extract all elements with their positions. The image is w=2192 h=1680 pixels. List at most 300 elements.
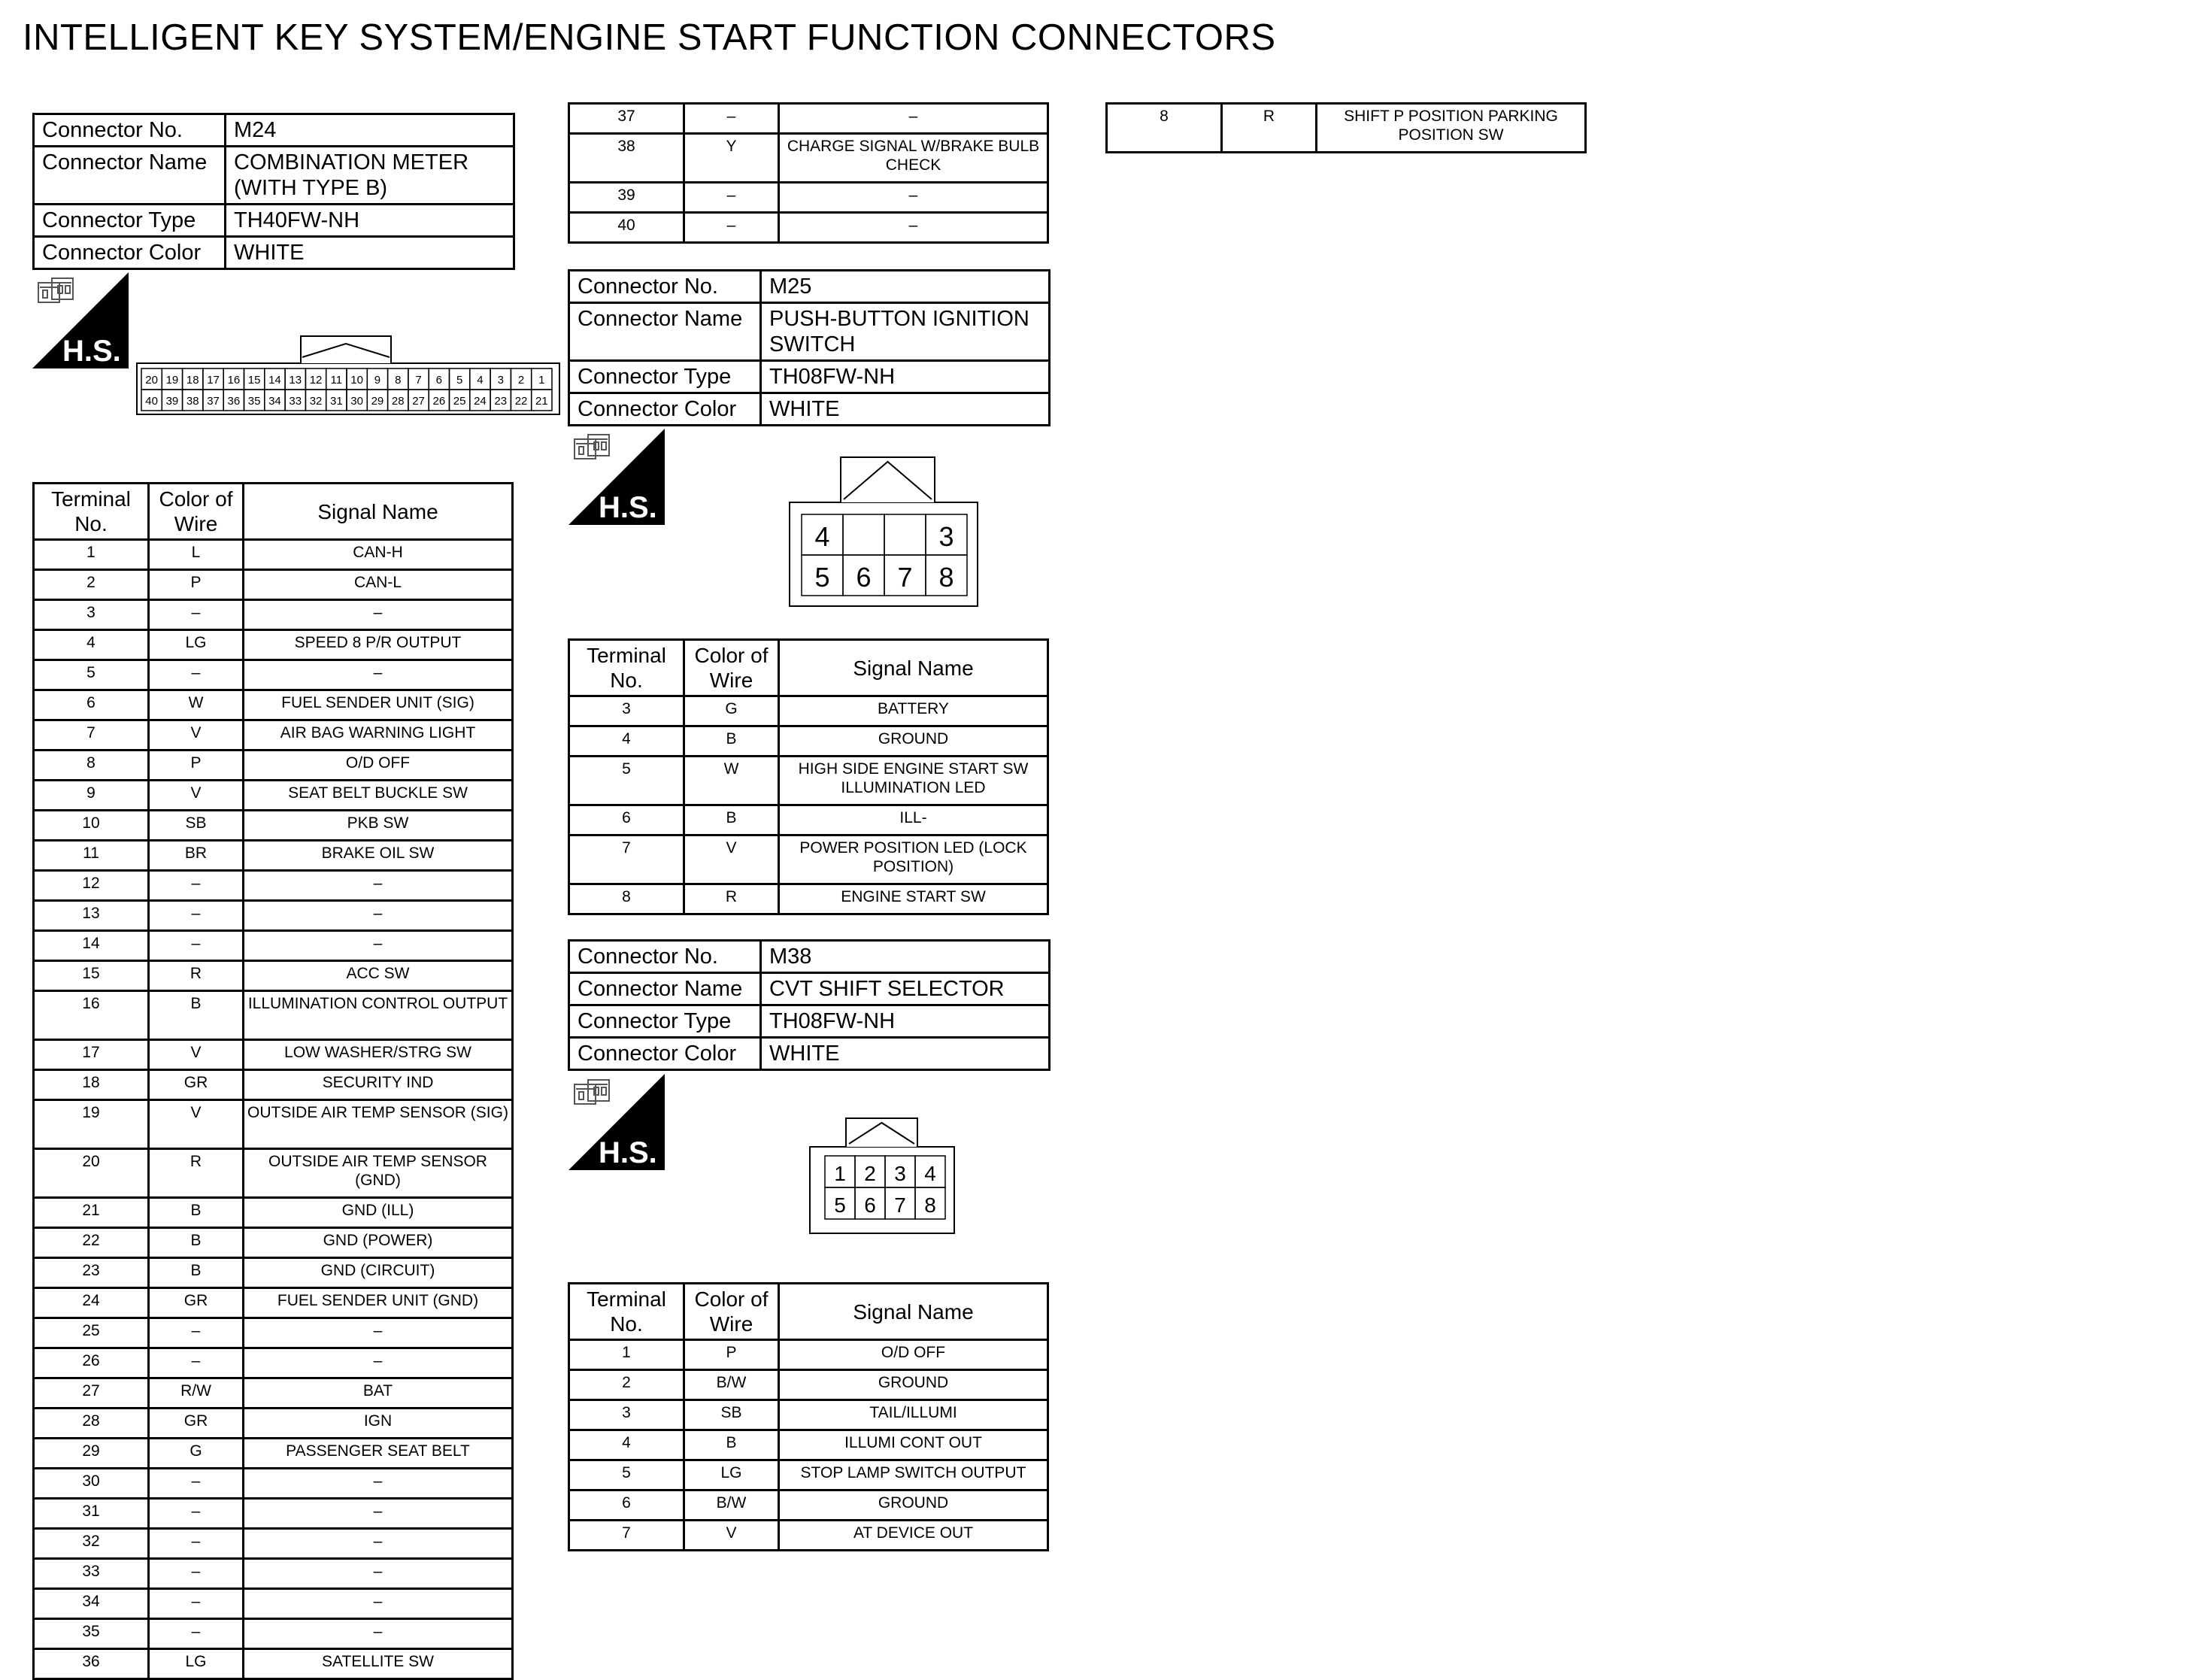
pin-label: 8 <box>938 562 954 593</box>
wire-color-cell: B <box>684 805 779 835</box>
table-row <box>34 1378 513 1409</box>
connector-diagram-m24 <box>135 335 564 417</box>
wire-color-cell: – <box>149 871 244 901</box>
table-row <box>34 600 513 630</box>
terminal-table-m24 <box>32 482 514 1680</box>
wire-color-cell: V <box>684 1521 779 1551</box>
table-row <box>34 1149 513 1198</box>
terminal-no-cell: 4 <box>569 726 684 757</box>
label-connector-color: Connector Color <box>34 237 226 269</box>
connector-name-value: PUSH-BUTTON IGNITION SWITCH <box>761 303 1050 361</box>
terminal-table-m38-continued <box>1105 102 1587 153</box>
signal-name-cell: AIR BAG WARNING LIGHT <box>244 720 513 751</box>
terminal-no-cell: 29 <box>34 1439 149 1469</box>
connector-diagram-m38 <box>808 1117 959 1237</box>
terminal-no-cell: 12 <box>34 871 149 901</box>
wire-color-cell: R/W <box>149 1378 244 1409</box>
terminal-no-cell: 9 <box>34 781 149 811</box>
pin-label: 29 <box>371 395 384 408</box>
wire-color-cell: B/W <box>684 1490 779 1521</box>
wire-color-cell: B <box>684 726 779 757</box>
table-row <box>34 1529 513 1559</box>
terminal-no-cell: 37 <box>569 104 684 134</box>
terminal-no-cell: 5 <box>569 1460 684 1490</box>
wire-color-cell: B <box>149 991 244 1040</box>
signal-name-cell: SATELLITE SW <box>244 1649 513 1679</box>
pin-label: 17 <box>207 374 220 387</box>
signal-name-cell: – <box>244 1348 513 1378</box>
wire-color-cell: – <box>149 1529 244 1559</box>
table-row <box>34 1288 513 1318</box>
wire-color-cell: – <box>149 1469 244 1499</box>
table-row <box>34 1318 513 1348</box>
wire-color-cell: LG <box>684 1460 779 1490</box>
pin-label: 11 <box>330 374 343 387</box>
terminal-no-cell: 1 <box>569 1340 684 1370</box>
table-row <box>569 835 1048 884</box>
terminal-no-cell: 1 <box>34 540 149 570</box>
wire-color-cell: P <box>149 570 244 600</box>
signal-name-cell: – <box>779 104 1048 134</box>
signal-name-cell: ILLUMI CONT OUT <box>779 1430 1048 1460</box>
signal-name-cell: O/D OFF <box>244 751 513 781</box>
terminal-no-cell: 3 <box>34 600 149 630</box>
label-connector-type: Connector Type <box>569 361 761 393</box>
terminal-no-cell: 7 <box>34 720 149 751</box>
signal-name-cell: – <box>244 660 513 690</box>
pin-label: 7 <box>897 562 913 593</box>
wire-color-cell: R <box>149 961 244 991</box>
wire-color-cell: V <box>149 781 244 811</box>
label-connector-color: Connector Color <box>569 393 761 426</box>
wire-color-cell: – <box>149 1499 244 1529</box>
table-row <box>34 1348 513 1378</box>
terminal-no-cell: 10 <box>34 811 149 841</box>
signal-name-cell: – <box>244 600 513 630</box>
signal-name-cell: BRAKE OIL SW <box>244 841 513 871</box>
table-row <box>34 931 513 961</box>
terminal-no-cell: 35 <box>34 1619 149 1649</box>
wire-color-cell: P <box>684 1340 779 1370</box>
label-connector-name: Connector Name <box>34 147 226 205</box>
pin-label: 36 <box>227 395 241 408</box>
wire-color-cell: B/W <box>684 1370 779 1400</box>
terminal-no-cell: 8 <box>34 751 149 781</box>
label-connector-type: Connector Type <box>34 205 226 237</box>
pin-label: 7 <box>415 374 422 387</box>
svg-text:H.S.: H.S. <box>62 335 121 368</box>
terminal-no-cell: 24 <box>34 1288 149 1318</box>
signal-name-cell: CHARGE SIGNAL W/BRAKE BULB CHECK <box>779 134 1048 183</box>
table-row <box>34 1070 513 1100</box>
pin-label: 3 <box>938 521 954 553</box>
pin-label: 7 <box>894 1193 906 1217</box>
terminal-no-cell: 14 <box>34 931 149 961</box>
signal-name-cell: GND (CIRCUIT) <box>244 1258 513 1288</box>
pin-label: 30 <box>350 395 363 408</box>
connector-info-m24 <box>32 113 515 270</box>
terminal-no-cell: 8 <box>1107 104 1222 153</box>
table-row <box>1107 104 1586 153</box>
signal-name-cell: OUTSIDE AIR TEMP SENSOR (SIG) <box>244 1100 513 1149</box>
connector-no-value: M25 <box>761 271 1050 303</box>
signal-name-cell: – <box>779 213 1048 243</box>
terminal-no-cell: 4 <box>569 1430 684 1460</box>
label-connector-color: Connector Color <box>569 1038 761 1070</box>
signal-name-cell: BAT <box>244 1378 513 1409</box>
terminal-no-cell: 27 <box>34 1378 149 1409</box>
pin-label: 12 <box>309 374 323 387</box>
pin-label: 4 <box>814 521 830 553</box>
pin-label: 6 <box>856 562 872 593</box>
wire-color-cell: BR <box>149 841 244 871</box>
table-row <box>569 884 1048 914</box>
terminal-no-cell: 7 <box>569 1521 684 1551</box>
header-terminal-no: Terminal No. <box>34 484 149 540</box>
terminal-no-cell: 8 <box>569 884 684 914</box>
terminal-no-cell: 38 <box>569 134 684 183</box>
signal-name-cell: FUEL SENDER UNIT (SIG) <box>244 690 513 720</box>
signal-name-cell: – <box>244 871 513 901</box>
table-row <box>34 1258 513 1288</box>
terminal-no-cell: 21 <box>34 1198 149 1228</box>
pin-label: 5 <box>814 562 830 593</box>
terminal-no-cell: 2 <box>34 570 149 600</box>
signal-name-cell: CAN-H <box>244 540 513 570</box>
signal-name-cell: FUEL SENDER UNIT (GND) <box>244 1288 513 1318</box>
terminal-no-cell: 6 <box>569 1490 684 1521</box>
connector-name-value: COMBINATION METER (WITH TYPE B) <box>226 147 514 205</box>
hs-logo-icon <box>568 1074 666 1172</box>
wire-color-cell: – <box>684 183 779 213</box>
table-row <box>569 1521 1048 1551</box>
table-row <box>34 570 513 600</box>
signal-name-cell: OUTSIDE AIR TEMP SENSOR (GND) <box>244 1149 513 1198</box>
table-row <box>34 901 513 931</box>
signal-name-cell: SHIFT P POSITION PARKING POSITION SW <box>1317 104 1586 153</box>
label-connector-name: Connector Name <box>569 973 761 1005</box>
pin-label: 27 <box>412 395 425 408</box>
connector-type-value: TH08FW-NH <box>761 1005 1050 1038</box>
wire-color-cell: G <box>149 1439 244 1469</box>
connector-no-value: M38 <box>761 941 1050 973</box>
table-row <box>34 540 513 570</box>
wire-color-cell: – <box>149 931 244 961</box>
terminal-no-cell: 3 <box>569 1400 684 1430</box>
terminal-table-m24-continued <box>568 102 1049 244</box>
connector-housing <box>810 1147 954 1233</box>
signal-name-cell: AT DEVICE OUT <box>779 1521 1048 1551</box>
table-row <box>569 726 1048 757</box>
wire-color-cell: – <box>149 1348 244 1378</box>
wire-color-cell: – <box>684 213 779 243</box>
terminal-table-m25 <box>568 638 1049 915</box>
signal-name-cell: GND (ILL) <box>244 1198 513 1228</box>
table-row <box>569 104 1048 134</box>
wire-color-cell: B <box>684 1430 779 1460</box>
pin-label: 16 <box>227 374 241 387</box>
signal-name-cell: BATTERY <box>779 696 1048 726</box>
wire-color-cell: L <box>149 540 244 570</box>
pin-label: 14 <box>268 374 281 387</box>
wire-color-cell: – <box>149 901 244 931</box>
table-row <box>34 1439 513 1469</box>
terminal-no-cell: 25 <box>34 1318 149 1348</box>
terminal-no-cell: 5 <box>569 757 684 805</box>
terminal-no-cell: 26 <box>34 1348 149 1378</box>
pin-label: 1 <box>538 374 545 387</box>
hs-logo-icon <box>568 429 666 526</box>
terminal-no-cell: 13 <box>34 901 149 931</box>
label-connector-no: Connector No. <box>569 271 761 303</box>
signal-name-cell: – <box>244 1469 513 1499</box>
signal-name-cell: POWER POSITION LED (LOCK POSITION) <box>779 835 1048 884</box>
signal-name-cell: SECURITY IND <box>244 1070 513 1100</box>
table-row <box>569 696 1048 726</box>
wire-color-cell: – <box>149 1559 244 1589</box>
table-row <box>34 811 513 841</box>
terminal-no-cell: 3 <box>569 696 684 726</box>
pin-label: 19 <box>165 374 179 387</box>
pin-label: 39 <box>165 395 179 408</box>
connector-type-value: TH40FW-NH <box>226 205 514 237</box>
wire-color-cell: R <box>684 884 779 914</box>
table-row <box>569 757 1048 805</box>
wire-color-cell: V <box>684 835 779 884</box>
pin-label: 1 <box>834 1161 846 1185</box>
signal-name-cell: CAN-L <box>244 570 513 600</box>
table-row <box>34 841 513 871</box>
connector-latch <box>301 336 391 363</box>
terminal-no-cell: 22 <box>34 1228 149 1258</box>
header-signal-name: Signal Name <box>779 640 1048 696</box>
pin-label: 4 <box>924 1161 936 1185</box>
terminal-no-cell: 40 <box>569 213 684 243</box>
wire-color-cell: – <box>684 104 779 134</box>
signal-name-cell: – <box>244 1589 513 1619</box>
signal-name-cell: – <box>779 183 1048 213</box>
table-row <box>34 1619 513 1649</box>
terminal-no-cell: 6 <box>34 690 149 720</box>
wire-color-cell: G <box>684 696 779 726</box>
pin-label: 2 <box>517 374 525 387</box>
table-row <box>34 1589 513 1619</box>
table-row <box>34 1100 513 1149</box>
pin-label: 40 <box>145 395 158 408</box>
wire-color-cell: V <box>149 1100 244 1149</box>
signal-name-cell: GROUND <box>779 1370 1048 1400</box>
terminal-no-cell: 34 <box>34 1589 149 1619</box>
terminal-no-cell: 31 <box>34 1499 149 1529</box>
connector-color-value: WHITE <box>761 1038 1050 1070</box>
pin-label: 21 <box>535 395 548 408</box>
signal-name-cell: – <box>244 901 513 931</box>
signal-name-cell: ILLUMINATION CONTROL OUTPUT <box>244 991 513 1040</box>
connector-color-value: WHITE <box>226 237 514 269</box>
terminal-no-cell: 19 <box>34 1100 149 1149</box>
terminal-no-cell: 11 <box>34 841 149 871</box>
signal-name-cell: GROUND <box>779 1490 1048 1521</box>
wire-color-cell: V <box>149 1040 244 1070</box>
signal-name-cell: PASSENGER SEAT BELT <box>244 1439 513 1469</box>
wire-color-cell: B <box>149 1198 244 1228</box>
table-row <box>34 1649 513 1679</box>
header-color-of-wire: Color of Wire <box>684 640 779 696</box>
pin-label: 24 <box>474 395 487 408</box>
signal-name-cell: SEAT BELT BUCKLE SW <box>244 781 513 811</box>
pin-label: 23 <box>494 395 508 408</box>
pin-label: 2 <box>864 1161 876 1185</box>
table-row <box>569 183 1048 213</box>
label-connector-name: Connector Name <box>569 303 761 361</box>
table-row <box>34 1040 513 1070</box>
svg-text:H.S.: H.S. <box>599 491 657 524</box>
pin-label: 37 <box>207 395 220 408</box>
terminal-no-cell: 4 <box>34 630 149 660</box>
signal-name-cell: HIGH SIDE ENGINE START SW ILLUMINATION LED <box>779 757 1048 805</box>
pin-label: 10 <box>350 374 363 387</box>
pin-label: 22 <box>514 395 528 408</box>
pin-label: 5 <box>456 374 463 387</box>
wire-color-cell: – <box>149 1318 244 1348</box>
hs-logo-icon <box>32 272 130 370</box>
table-row <box>569 805 1048 835</box>
signal-name-cell: PKB SW <box>244 811 513 841</box>
table-row <box>34 1499 513 1529</box>
table-row <box>569 1400 1048 1430</box>
pin-label: 3 <box>497 374 504 387</box>
table-row <box>569 1340 1048 1370</box>
connector-color-value: WHITE <box>761 393 1050 426</box>
signal-name-cell: GND (POWER) <box>244 1228 513 1258</box>
signal-name-cell: – <box>244 1529 513 1559</box>
pin-label: 18 <box>186 374 199 387</box>
connector-no-value: M24 <box>226 114 514 147</box>
pin-label: 6 <box>864 1193 876 1217</box>
wire-color-cell: B <box>149 1228 244 1258</box>
pin-label: 31 <box>330 395 343 408</box>
wire-color-cell: GR <box>149 1409 244 1439</box>
header-color-of-wire: Color of Wire <box>684 1284 779 1340</box>
table-row <box>34 1409 513 1439</box>
table-row <box>34 781 513 811</box>
signal-name-cell: ENGINE START SW <box>779 884 1048 914</box>
wire-color-cell: – <box>149 1619 244 1649</box>
table-row <box>34 660 513 690</box>
terminal-no-cell: 6 <box>569 805 684 835</box>
signal-name-cell: IGN <box>244 1409 513 1439</box>
table-row <box>34 1228 513 1258</box>
table-row <box>34 630 513 660</box>
terminal-no-cell: 17 <box>34 1040 149 1070</box>
wire-color-cell: B <box>149 1258 244 1288</box>
terminal-no-cell: 5 <box>34 660 149 690</box>
terminal-no-cell: 7 <box>569 835 684 884</box>
header-signal-name: Signal Name <box>779 1284 1048 1340</box>
signal-name-cell: – <box>244 1619 513 1649</box>
table-row <box>34 1559 513 1589</box>
table-row <box>34 751 513 781</box>
pin-label: 5 <box>834 1193 846 1217</box>
header-color-of-wire: Color of Wire <box>149 484 244 540</box>
pin-label: 32 <box>309 395 323 408</box>
table-row <box>569 1370 1048 1400</box>
table-row <box>34 961 513 991</box>
connector-info-m25 <box>568 269 1051 426</box>
pin-label: 28 <box>391 395 405 408</box>
signal-name-cell: – <box>244 931 513 961</box>
table-row <box>34 871 513 901</box>
signal-name-cell: O/D OFF <box>779 1340 1048 1370</box>
pin-label: 9 <box>374 374 381 387</box>
terminal-no-cell: 18 <box>34 1070 149 1100</box>
pin-label: 4 <box>477 374 484 387</box>
terminal-no-cell: 30 <box>34 1469 149 1499</box>
wire-color-cell: SB <box>684 1400 779 1430</box>
wire-color-cell: R <box>149 1149 244 1198</box>
table-row <box>569 134 1048 183</box>
connector-latch <box>841 457 935 502</box>
wire-color-cell: GR <box>149 1288 244 1318</box>
connector-diagram-m25 <box>788 456 984 609</box>
signal-name-cell: STOP LAMP SWITCH OUTPUT <box>779 1460 1048 1490</box>
wire-color-cell: SB <box>149 811 244 841</box>
signal-name-cell: ACC SW <box>244 961 513 991</box>
terminal-no-cell: 23 <box>34 1258 149 1288</box>
signal-name-cell: TAIL/ILLUMI <box>779 1400 1048 1430</box>
table-row <box>34 690 513 720</box>
terminal-no-cell: 2 <box>569 1370 684 1400</box>
terminal-no-cell: 32 <box>34 1529 149 1559</box>
wire-color-cell: W <box>684 757 779 805</box>
wire-color-cell: GR <box>149 1070 244 1100</box>
terminal-no-cell: 15 <box>34 961 149 991</box>
page-title: INTELLIGENT KEY SYSTEM/ENGINE START FUNCTION CONNECTORS <box>23 17 1276 58</box>
pin-label: 26 <box>432 395 446 408</box>
wire-color-cell: W <box>149 690 244 720</box>
connector-info-m38 <box>568 939 1051 1071</box>
terminal-no-cell: 16 <box>34 991 149 1040</box>
wire-color-cell: R <box>1222 104 1317 153</box>
pin-label: 25 <box>453 395 466 408</box>
table-row <box>569 1460 1048 1490</box>
terminal-table-m38 <box>568 1282 1049 1551</box>
pin-label: 8 <box>924 1193 936 1217</box>
svg-text:H.S.: H.S. <box>599 1136 657 1169</box>
wire-color-cell: – <box>149 600 244 630</box>
signal-name-cell: ILL- <box>779 805 1048 835</box>
terminal-no-cell: 20 <box>34 1149 149 1198</box>
terminal-no-cell: 33 <box>34 1559 149 1589</box>
header-terminal-no: Terminal No. <box>569 1284 684 1340</box>
signal-name-cell: SPEED 8 P/R OUTPUT <box>244 630 513 660</box>
terminal-no-cell: 36 <box>34 1649 149 1679</box>
terminal-no-cell: 28 <box>34 1409 149 1439</box>
wire-color-cell: LG <box>149 630 244 660</box>
table-row <box>569 213 1048 243</box>
signal-name-cell: LOW WASHER/STRG SW <box>244 1040 513 1070</box>
pin-label: 13 <box>289 374 302 387</box>
pin-label: 20 <box>145 374 158 387</box>
wire-color-cell: V <box>149 720 244 751</box>
wire-color-cell: – <box>149 1589 244 1619</box>
wire-color-cell: P <box>149 751 244 781</box>
signal-name-cell: – <box>244 1499 513 1529</box>
signal-name-cell: – <box>244 1559 513 1589</box>
label-connector-type: Connector Type <box>569 1005 761 1038</box>
table-row <box>34 1198 513 1228</box>
label-connector-no: Connector No. <box>34 114 226 147</box>
